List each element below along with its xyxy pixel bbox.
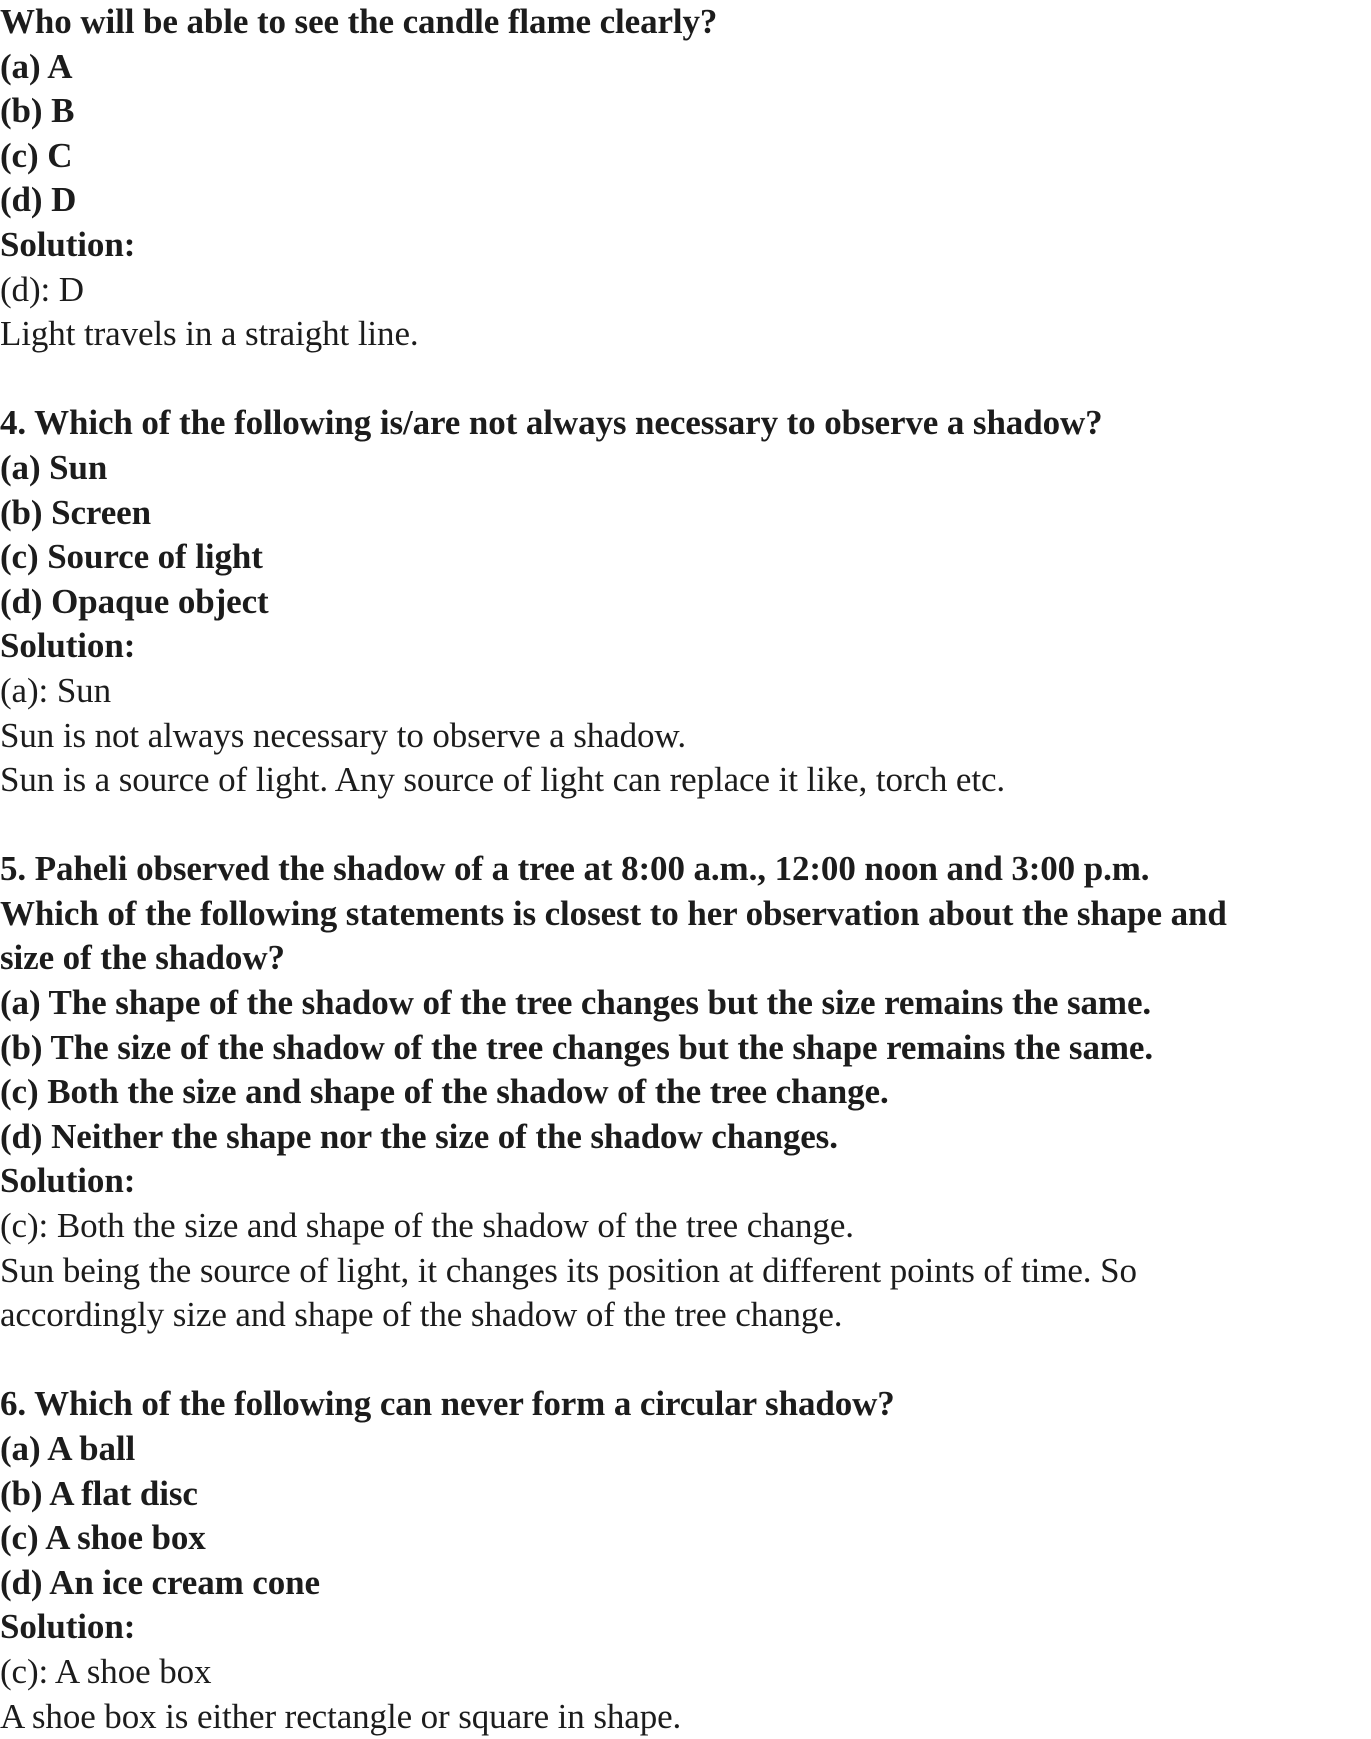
solution-label: Solution: (0, 1607, 136, 1647)
spacer (0, 803, 1371, 848)
solution-explanation: Sun is not always necessary to observe a shadow. (0, 715, 686, 755)
question-4-block (0, 401, 1371, 802)
question-6-text: 6. Which of the following can never form a circular shadow? (0, 1384, 895, 1424)
question-6-block (0, 1382, 1371, 1739)
solution-label: Solution: (0, 1161, 136, 1201)
option-b: (b) B (0, 91, 75, 131)
option-b: (b) A flat disc (0, 1473, 198, 1513)
option-d: (d) Opaque object (0, 581, 269, 621)
solution-answer: (c): Both the size and shape of the shadow of the tree change. (0, 1206, 854, 1246)
solution-answer: (c): A shoe box (0, 1651, 212, 1691)
solution-explanation: accordingly size and shape of the shadow of the tree change. (0, 1295, 843, 1335)
option-d: (d) Neither the shape nor the size of the shadow changes. (0, 1116, 838, 1156)
question-5-text: size of the shadow? (0, 938, 285, 978)
option-a: (a) Sun (0, 447, 108, 487)
option-d: (d) D (0, 180, 77, 220)
solution-explanation: Sun is a source of light. Any source of light can replace it like, torch etc. (0, 760, 1006, 800)
option-c: (c) Both the size and shape of the shadow of the tree change. (0, 1072, 889, 1112)
question-5-text: Which of the following statements is closest to her observation about the shape and (0, 893, 1227, 933)
question-3-block (0, 0, 1371, 357)
option-b: (b) The size of the shadow of the tree changes but the shape remains the same. (0, 1027, 1153, 1067)
solution-label: Solution: (0, 626, 136, 666)
option-a: (a) A ball (0, 1429, 136, 1468)
solution-answer: (d): D (0, 269, 84, 309)
question-4-text: 4. Which of the following is/are not always necessary to observe a shadow? (0, 403, 1103, 443)
solution-explanation: Light travels in a straight line. (0, 314, 419, 354)
spacer (0, 1338, 1371, 1383)
question-3-text: Who will be able to see the candle flame clearly? (0, 2, 718, 41)
option-b: (b) Screen (0, 492, 151, 532)
question-5-block (0, 847, 1371, 1338)
option-c: (c) C (0, 135, 73, 175)
solution-answer: (a): Sun (0, 670, 111, 710)
solution-label: Solution: (0, 224, 136, 264)
option-a: (a) A (0, 46, 73, 86)
question-5-text: 5. Paheli observed the shadow of a tree at 8:00 a.m., 12:00 noon and 3:00 p.m. (0, 849, 1150, 889)
option-c: (c) A shoe box (0, 1518, 206, 1558)
option-a: (a) The shape of the shadow of the tree changes but the size remains the same. (0, 983, 1152, 1023)
solution-explanation: A shoe box is either rectangle or square in shape. (0, 1696, 682, 1736)
spacer (0, 357, 1371, 402)
option-c: (c) Source of light (0, 537, 263, 577)
solution-explanation: Sun being the source of light, it changes its position at different points of time. So (0, 1250, 1137, 1290)
option-d: (d) An ice cream cone (0, 1562, 320, 1602)
